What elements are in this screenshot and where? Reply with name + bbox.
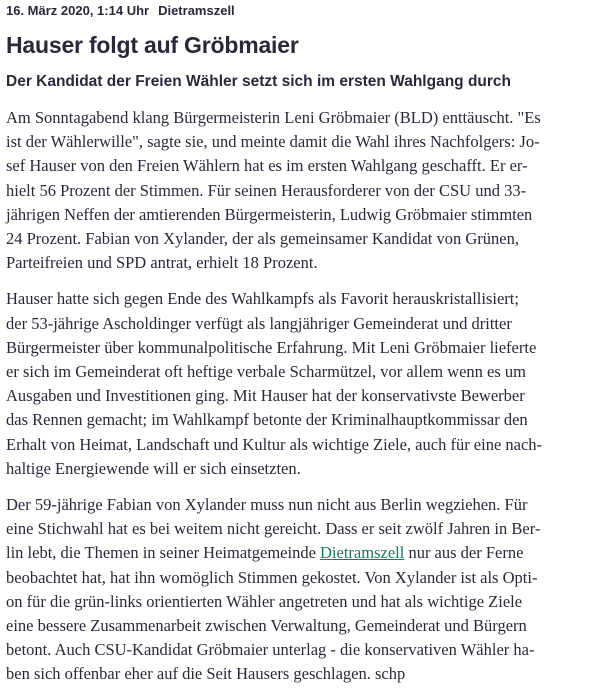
article-paragraph-2 <box>6 287 594 481</box>
text-line: Ausgaben und Investitionen ging. Mit Hauser hat der konservativste Bewerber <box>6 386 525 406</box>
text-line: hielt 56 Prozent der Stimmen. Für seinen Herausforderer von der CSU und 33- <box>6 180 527 200</box>
article-paragraph-3 <box>6 493 594 687</box>
text-line: Bürgermeister über kommunalpolitische Erfahrung. Mit Leni Gröbmaier lieferte <box>6 337 537 357</box>
text-line: ben sich offenbar eher auf die Seit Hausers geschlagen. schp <box>6 664 406 684</box>
article-subheadline: Der Kandidat der Freien Wähler setzt sich im ersten Wahlgang durch <box>6 73 511 90</box>
text-line: beobachtet hat, hat ihn womöglich Stimmen gekostet. Von Xylander ist als Opti- <box>6 567 538 587</box>
text-line: das Rennen gemacht; im Wahlkampf betonte der Kriminalhauptkommissar den <box>6 410 528 430</box>
text-line: haltige Energiewende will er sich einsetzten. <box>6 458 301 478</box>
text-line: eine bessere Zusammenarbeit zwischen Verwaltung, Gemeinderat und Bürgern <box>6 616 527 636</box>
article-paragraph-1 <box>6 106 594 275</box>
text-line-with-link <box>6 541 594 565</box>
article-headline: Hauser folgt auf Gröbmaier <box>6 32 299 58</box>
text-line: Parteifreien und SPD antrat, erhielt 18 Prozent. <box>6 253 318 273</box>
text-line: sef Hauser von den Freien Wählern hat es im ersten Wahlgang geschafft. Er er- <box>6 156 528 176</box>
link-line-before: lin lebt, die Themen in seiner Heimatgemeinde <box>6 543 321 563</box>
text-line: er sich im Gemeinderat oft heftige verbale Scharmützel, vor allem wenn es um <box>6 362 527 382</box>
text-line: ist der Wählerwille", sagte sie, und meinte damit die Wahl ihres Nachfolgers: Jo- <box>6 132 540 152</box>
article-date: 16. März 2020, 1:14 Uhr <box>6 3 150 18</box>
text-line: on für die grün-links orientierten Wähler angetreten und hat als wichtige Ziele <box>6 591 523 611</box>
article-meta <box>6 0 594 22</box>
link-line-after: nur aus der Ferne <box>404 543 524 563</box>
text-line: Erhalt von Heimat, Landschaft und Kultur als wichtige Ziele, auch für eine nach- <box>6 434 543 454</box>
text-line: 24 Prozent. Fabian von Xylander, der als gemeinsamer Kandidat von Grünen, <box>6 229 519 249</box>
text-line: Am Sonntagabend klang Bürgermeisterin Leni Gröbmaier (BLD) enttäuscht. "Es <box>6 108 541 127</box>
text-line: jährigen Neffen der amtierenden Bürgermeisterin, Ludwig Gröbmaier stimmten <box>6 204 533 224</box>
text-line: eine Stichwahl hat es bei weitem nicht gereicht. Dass er seit zwölf Jahren in Ber- <box>6 519 541 539</box>
text-line: betont. Auch CSU-Kandidat Gröbmaier unterlag - die konservativen Wähler ha- <box>6 640 535 660</box>
text-line: Hauser hatte sich gegen Ende des Wahlkampfs als Favorit herauskristallisiert; <box>6 289 519 309</box>
text-line: Der 59-jährige Fabian von Xylander muss nun nicht aus Berlin wegziehen. Für <box>6 495 528 515</box>
article-location: Dietramszell <box>158 3 235 18</box>
text-line: der 53-jährige Ascholdinger verfügt als langjähriger Gemeinderat und dritter <box>6 313 512 333</box>
dietramszell-link[interactable]: Dietramszell <box>320 543 405 563</box>
